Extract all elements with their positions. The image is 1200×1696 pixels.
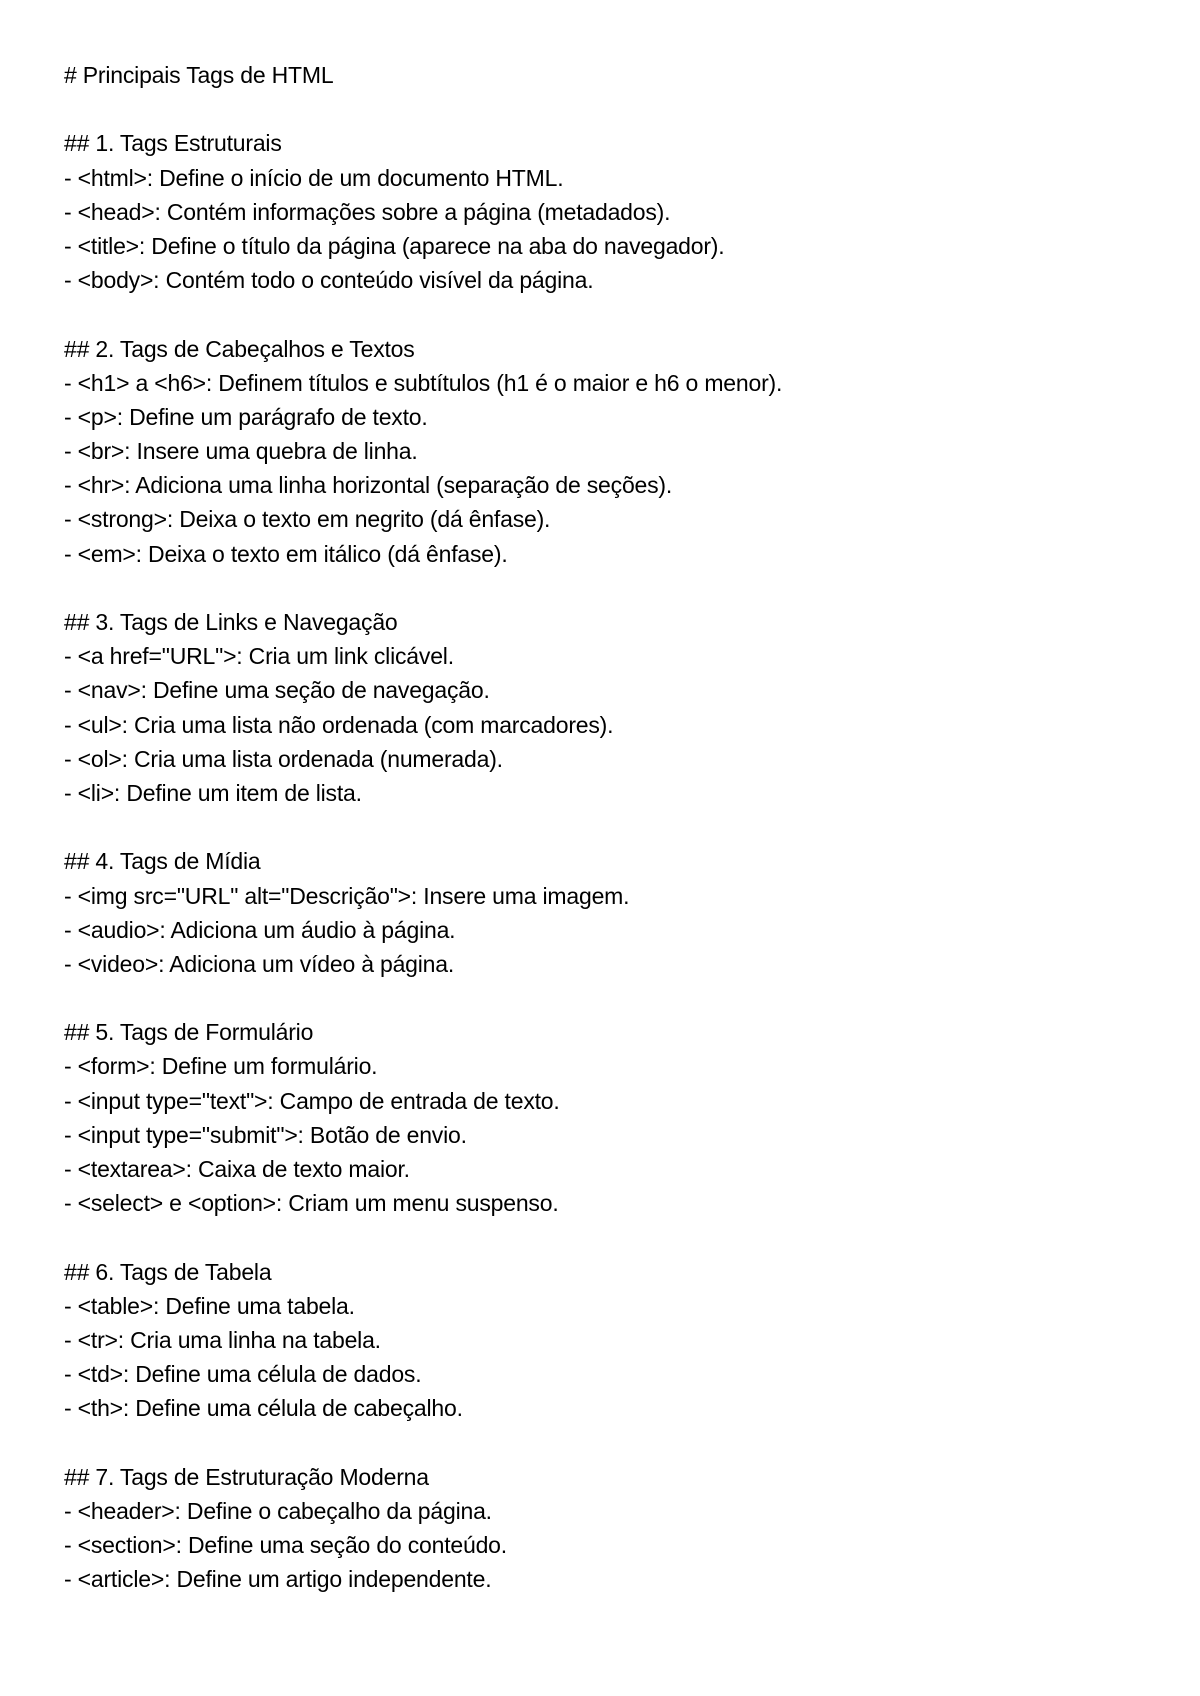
list-item: - <html>: Define o início de um documento HTML. <box>64 164 564 191</box>
list-item: - <br>: Insere uma quebra de linha. <box>64 438 418 465</box>
list-item: - <th>: Define uma célula de cabeçalho. <box>64 1395 463 1422</box>
section-heading: ## 3. Tags de Links e Navegação <box>64 609 398 635</box>
list-item: - <p>: Define um parágrafo de texto. <box>64 403 428 430</box>
list-item: - <nav>: Define uma seção de navegação. <box>64 677 490 704</box>
spacer <box>64 1220 1144 1254</box>
list-item: - <video>: Adiciona um vídeo à página. <box>64 950 455 977</box>
spacer <box>64 1426 1144 1460</box>
spacer <box>64 297 1144 331</box>
document-title: # Principais Tags de HTML <box>64 62 334 88</box>
spacer <box>64 810 1144 844</box>
spacer <box>64 92 1144 126</box>
list-item: - <textarea>: Caixa de texto maior. <box>64 1156 410 1182</box>
list-item: - <table>: Define uma tabela. <box>64 1292 355 1319</box>
list-item: - <td>: Define uma célula de dados. <box>64 1361 422 1388</box>
spacer <box>64 981 1144 1015</box>
list-item: - <audio>: Adiciona um áudio à página. <box>64 916 456 943</box>
document-body <box>64 58 1144 1596</box>
list-item: - <body>: Contém todo o conteúdo visível da página. <box>64 267 594 294</box>
list-item: - <section>: Define uma seção do conteúdo. <box>64 1532 507 1559</box>
section-heading: ## 5. Tags de Formulário <box>64 1019 314 1046</box>
spacer <box>64 571 1144 605</box>
list-item: - <li>: Define um item de lista. <box>64 779 362 806</box>
list-item: - <head>: Contém informações sobre a página (metadados). <box>64 198 671 225</box>
list-item: - <header>: Define o cabeçalho da página. <box>64 1497 492 1524</box>
list-item: - <h1> a <h6>: Definem títulos e subtítulos (h1 é o maior e h6 o menor). <box>64 369 783 396</box>
list-item: - <em>: Deixa o texto em itálico (dá ênfase). <box>64 540 508 567</box>
section-heading: ## 7. Tags de Estruturação Moderna <box>64 1463 429 1490</box>
list-item: - <input type="submit">: Botão de envio. <box>64 1121 467 1148</box>
section-heading: ## 1. Tags Estruturais <box>64 130 282 157</box>
list-item: - <ol>: Cria uma lista ordenada (numerada). <box>64 745 503 772</box>
list-item: - <ul>: Cria uma lista não ordenada (com marcadores). <box>64 711 614 738</box>
list-item: - <a href="URL">: Cria um link clicável. <box>64 643 454 670</box>
list-item: - <strong>: Deixa o texto em negrito (dá ênfase). <box>64 506 551 533</box>
list-item: - <img src="URL" alt="Descrição">: Insere uma imagem. <box>64 882 630 909</box>
list-item: - <input type="text">: Campo de entrada de texto. <box>64 1087 560 1114</box>
list-item: - <article>: Define um artigo independente. <box>64 1566 492 1593</box>
list-item: - <select> e <option>: Criam um menu suspenso. <box>64 1190 559 1217</box>
list-item: - <title>: Define o título da página (aparece na aba do navegador). <box>64 232 725 259</box>
list-item: - <tr>: Cria uma linha na tabela. <box>64 1326 381 1353</box>
section-heading: ## 2. Tags de Cabeçalhos e Textos <box>64 335 415 362</box>
list-item: - <form>: Define um formulário. <box>64 1053 378 1080</box>
section-heading: ## 4. Tags de Mídia <box>64 848 261 875</box>
list-item: - <hr>: Adiciona uma linha horizontal (separação de seções). <box>64 472 673 499</box>
section-heading: ## 6. Tags de Tabela <box>64 1258 272 1285</box>
